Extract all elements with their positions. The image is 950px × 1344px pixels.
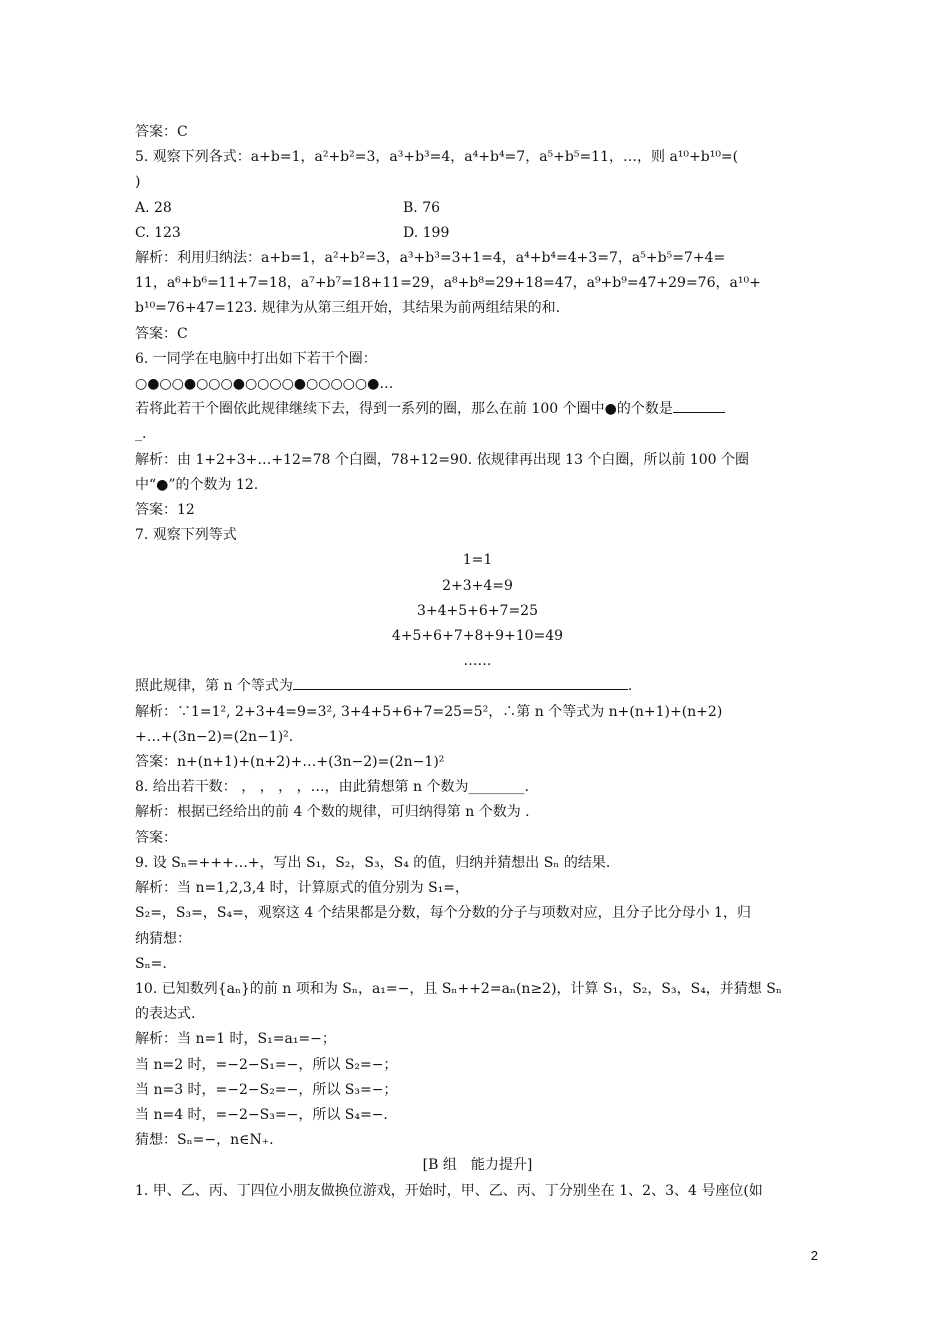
question-5: 5. 观察下列各式：a+b=1，a²+b²=3，a³+b³=4，a⁴+b⁴=7，a⁵+b⁵=11，…，则 a¹⁰+b¹⁰=( [135, 149, 739, 166]
answer-5: 答案：C [135, 325, 188, 342]
answer-4: 答案：C [135, 124, 188, 140]
analysis-7-line-2: +…+(3n−2)=(2n−1)². [135, 728, 294, 745]
options-row-2 [135, 221, 820, 246]
analysis-6-line-1: 解析：由 1+2+3+…+12=78 个白圈，78+12=90. 依规律再出现 13 个白圈，所以前 100 个圈 [135, 451, 750, 468]
equation-2: 2+3+4=9 [442, 577, 513, 594]
answer-8: 答案： [135, 829, 177, 846]
question-8: 8. 给出若干数： ， ， ， ，…，由此猜想第 n 个数为________. [135, 779, 529, 796]
question-10-line-2: 的表达式. [135, 1006, 196, 1023]
question-b1: 1. 甲、乙、丙、丁四位小朋友做换位游戏，开始时，甲、乙、丙、丁分别坐在 1、2、3、4 号座位(如 [135, 1182, 763, 1199]
question-6-main: 若将此若干个圈依此规律继续下去，得到一系列的圈，那么在前 100 个圈中●的个数是 [135, 401, 673, 418]
analysis-5-line-3: b¹⁰=76+47=123. 规律为从第三组开始，其结果为前两组结果的和. [135, 300, 561, 317]
analysis-9-line-1: 解析：当 n=1,2,3,4 时，计算原式的值分别为 S₁=， [135, 880, 470, 897]
option-b: B. 76 [403, 199, 441, 216]
analysis-5-line-2: 11，a⁶+b⁶=11+7=18，a⁷+b⁷=18+11=29，a⁸+b⁸=29+18=47，a⁹+b⁹=47+29=76，a¹⁰+ [135, 275, 761, 292]
circle-sequence: ○●○○●○○○●○○○○●○○○○○●… [135, 376, 394, 393]
analysis-9-line-2: S₂=，S₃=，S₄=，观察这 4 个结果都是分数，每个分数的分子与项数对应，且分子比分母小 1，归 [135, 905, 751, 922]
question-7-lead: 照此规律，第 n 个等式为 [135, 678, 293, 695]
question-9: 9. 设 Sₙ=+++…+，写出 S₁，S₂，S₃，S₄ 的值，归纳并猜想出 Sₙ 的结果. [135, 854, 611, 871]
question-6-text [135, 397, 820, 422]
analysis-9-line-4: Sₙ=. [135, 955, 167, 972]
equation-4: 4+5+6+7+8+9+10=49 [391, 628, 564, 645]
question-7-prompt [135, 674, 820, 699]
equation-3: 3+4+5+6+7=25 [416, 602, 538, 619]
option-d: D. 199 [403, 224, 450, 241]
answer-blank [293, 674, 628, 690]
question-6-tail: _. [135, 426, 147, 443]
equation-ellipsis: …… [463, 653, 492, 670]
section-title: [B 组 能力提升] [422, 1157, 533, 1174]
question-10-line-1: 10. 已知数列{aₙ}的前 n 项和为 Sₙ，a₁=−，且 Sₙ++2=aₙ(n≥2)，计算 S₁，S₂，S₃，S₄，并猜想 Sₙ [135, 980, 782, 997]
analysis-10-line-1: 解析：当 n=1 时，S₁=a₁=−； [135, 1031, 336, 1048]
option-a: A. 28 [135, 199, 172, 216]
options-row-1 [135, 196, 820, 221]
answer-6: 答案：12 [135, 502, 195, 519]
analysis-10-line-5: 猜想：Sₙ=−，n∈N₊. [135, 1132, 274, 1149]
question-5-tail: ) [135, 174, 141, 191]
analysis-10-line-4: 当 n=4 时，=−2−S₃=−，所以 S₄=−. [135, 1106, 388, 1123]
page-number: 2 [810, 1248, 818, 1263]
question-7-period: . [627, 678, 633, 695]
analysis-6-line-2: 中“●”的个数为 12. [135, 476, 259, 493]
analysis-7-line-1: 解析：∵1=1², 2+3+4=9=3², 3+4+5+6+7=25=5²，∴第 n 个等式为 n+(n+1)+(n+2) [135, 703, 723, 720]
analysis-5-line-1: 解析：利用归纳法：a+b=1，a²+b²=3，a³+b³=3+1=4，a⁴+b⁴=4+3=7，a⁵+b⁵=7+4= [135, 250, 726, 267]
question-6: 6. 一同学在电脑中打出如下若干个圈： [135, 350, 377, 367]
question-7: 7. 观察下列等式 [135, 527, 237, 544]
option-c: C. 123 [135, 224, 181, 241]
analysis-10-line-2: 当 n=2 时，=−2−S₁=−，所以 S₂=−； [135, 1056, 398, 1073]
page-content [135, 120, 820, 1204]
answer-7: 答案：n+(n+1)+(n+2)+…+(3n−2)=(2n−1)² [135, 754, 445, 771]
equation-1: 1=1 [462, 552, 493, 569]
analysis-9-line-3: 纳猜想： [135, 930, 191, 947]
answer-blank [673, 397, 725, 413]
analysis-10-line-3: 当 n=3 时，=−2−S₂=−，所以 S₃=−； [135, 1081, 398, 1098]
analysis-8: 解析：根据已经给出的前 4 个数的规律，可归纳得第 n 个数为 . [135, 804, 530, 821]
